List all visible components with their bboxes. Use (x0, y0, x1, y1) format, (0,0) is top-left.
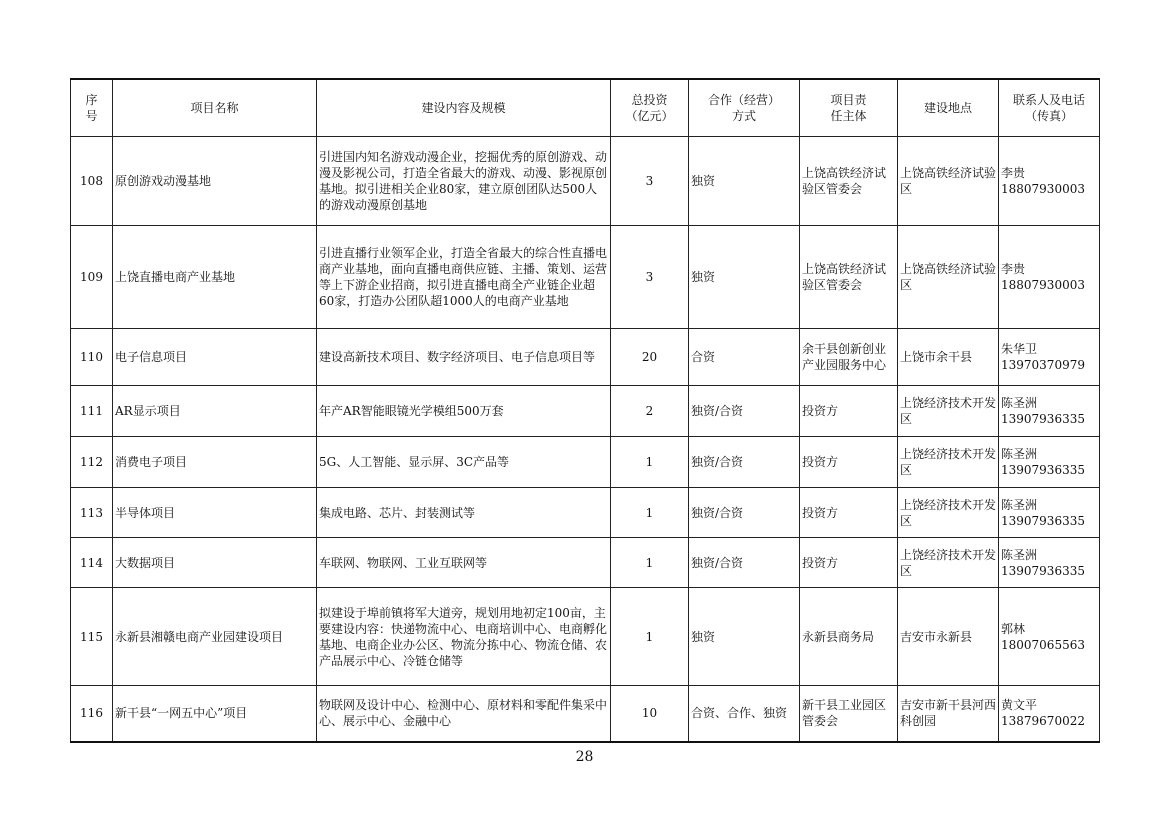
cell-invest: 1 (611, 488, 689, 538)
contact-phone: 13907936335 (1001, 513, 1085, 528)
cell-seq: 114 (71, 538, 113, 588)
cell-invest: 20 (611, 329, 689, 386)
contact-name: 黄文平 (1001, 698, 1038, 713)
cell-invest: 1 (611, 538, 689, 588)
cell-mode: 合资、合作、独资 (689, 686, 800, 742)
cell-location: 吉安市新干县河西科创园 (898, 686, 999, 742)
contact-phone: 18807930003 (1001, 182, 1085, 196)
header-mode: 合作（经营） 方式 (689, 79, 800, 137)
table-row (71, 137, 1100, 226)
cell-owner: 永新县商务局 (800, 588, 898, 686)
cell-owner: 上饶高铁经济试验区管委会 (800, 137, 898, 226)
cell-seq: 112 (71, 437, 113, 488)
cell-name: 电子信息项目 (113, 329, 317, 386)
cell-owner: 投资方 (800, 488, 898, 538)
contact-phone: 13970370979 (1001, 358, 1085, 372)
header-seq: 序 号 (71, 79, 113, 137)
header-invest: 总投资 （亿元） (611, 79, 689, 137)
cell-location: 吉安市永新县 (898, 588, 999, 686)
cell-seq: 108 (71, 137, 113, 226)
header-contact: 联系人及电话 （传真） (999, 79, 1100, 137)
cell-content: 集成电路、芯片、封装测试等 (317, 488, 611, 538)
cell-mode: 独资 (689, 137, 800, 226)
contact-name: 陈圣洲 (1001, 396, 1038, 410)
header-location: 建设地点 (898, 79, 999, 137)
table-row (71, 437, 1100, 488)
cell-seq: 115 (71, 588, 113, 686)
cell-owner: 投资方 (800, 437, 898, 488)
cell-name: AR显示项目 (113, 386, 317, 437)
page-number: 28 (575, 749, 594, 765)
cell-location: 上饶市余干县 (898, 329, 999, 386)
cell-content: 引进直播行业领军企业，打造全省最大的综合性直播电商产业基地，面向直播电商供应链、主播、策划、运营等上下游企业招商，拟引进直播电商全产业链企业超60家，打造办公团队超1000人的电商产业基地 (317, 226, 611, 329)
cell-name: 永新县湘赣电商产业园建设项目 (113, 588, 317, 686)
table-row (71, 538, 1100, 588)
cell-content: 物联网及设计中心、检测中心、原材料和零配件集采中心、展示中心、金融中心 (317, 686, 611, 742)
table-row (71, 488, 1100, 538)
header-owner: 项目责 任主体 (800, 79, 898, 137)
table-header-row (71, 79, 1100, 137)
cell-content: 年产AR智能眼镜光学模组500万套 (317, 386, 611, 437)
table-row (71, 226, 1100, 329)
cell-owner: 投资方 (800, 538, 898, 588)
cell-owner: 上饶高铁经济试验区管委会 (800, 226, 898, 329)
cell-contact (999, 437, 1100, 488)
cell-seq: 116 (71, 686, 113, 742)
cell-name: 原创游戏动漫基地 (113, 137, 317, 226)
cell-mode: 独资 (689, 226, 800, 329)
contact-name: 郭林 (1001, 621, 1026, 636)
cell-invest: 1 (611, 588, 689, 686)
cell-seq: 110 (71, 329, 113, 386)
cell-name: 消费电子项目 (113, 437, 317, 488)
contact-phone: 13907936335 (1001, 412, 1085, 426)
header-name: 项目名称 (113, 79, 317, 137)
cell-name: 新干县“一网五中心”项目 (113, 686, 317, 742)
cell-location: 上饶高铁经济试验区 (898, 137, 999, 226)
cell-invest: 10 (611, 686, 689, 742)
cell-seq: 113 (71, 488, 113, 538)
cell-invest: 2 (611, 386, 689, 437)
table-row (71, 386, 1100, 437)
table-row (71, 329, 1100, 386)
header-content: 建设内容及规模 (317, 79, 611, 137)
table-row (71, 686, 1100, 742)
contact-name: 朱华卫 (1001, 342, 1038, 356)
cell-name: 大数据项目 (113, 538, 317, 588)
cell-mode: 独资/合资 (689, 386, 800, 437)
contact-name: 陈圣洲 (1001, 547, 1038, 562)
cell-mode: 独资/合资 (689, 488, 800, 538)
table-row (71, 588, 1100, 686)
cell-owner: 余干县创新创业产业园服务中心 (800, 329, 898, 386)
cell-name: 上饶直播电商产业基地 (113, 226, 317, 329)
cell-location: 上饶经济技术开发区 (898, 437, 999, 488)
cell-content: 车联网、物联网、工业互联网等 (317, 538, 611, 588)
cell-location: 上饶经济技术开发区 (898, 386, 999, 437)
contact-phone: 18007065563 (1001, 637, 1085, 652)
cell-mode: 独资/合资 (689, 437, 800, 488)
cell-mode: 合资 (689, 329, 800, 386)
contact-name: 陈圣洲 (1001, 447, 1038, 461)
cell-mode: 独资/合资 (689, 538, 800, 588)
contact-name: 陈圣洲 (1001, 497, 1038, 512)
contact-phone: 13907936335 (1001, 463, 1085, 477)
cell-location: 上饶经济技术开发区 (898, 488, 999, 538)
cell-content: 5G、人工智能、显示屏、3C产品等 (317, 437, 611, 488)
contact-name: 李贵 (1001, 166, 1026, 180)
cell-name: 半导体项目 (113, 488, 317, 538)
cell-invest: 3 (611, 137, 689, 226)
cell-contact (999, 538, 1100, 588)
cell-owner: 新干县工业园区管委会 (800, 686, 898, 742)
cell-mode: 独资 (689, 588, 800, 686)
contact-phone: 13879670022 (1001, 714, 1085, 729)
cell-content: 拟建设于埠前镇将军大道旁，规划用地初定100亩，主要建设内容：快递物流中心、电商培训中心、电商孵化基地、电商企业办公区、物流分拣中心、物流仓储、农产品展示中心、冷链仓储等 (317, 588, 611, 686)
cell-invest: 3 (611, 226, 689, 329)
cell-owner: 投资方 (800, 386, 898, 437)
project-table (70, 78, 1100, 743)
cell-contact (999, 588, 1100, 686)
cell-seq: 109 (71, 226, 113, 329)
cell-location: 上饶高铁经济试验区 (898, 226, 999, 329)
cell-contact (999, 686, 1100, 742)
cell-content: 引进国内知名游戏动漫企业，挖掘优秀的原创游戏、动漫及影视公司，打造全省最大的游戏、动漫、影视原创基地。拟引进相关企业80家，建立原创团队达500人的游戏动漫原创基地 (317, 137, 611, 226)
cell-content: 建设高新技术项目、数字经济项目、电子信息项目等 (317, 329, 611, 386)
cell-seq: 111 (71, 386, 113, 437)
cell-contact (999, 386, 1100, 437)
cell-contact (999, 488, 1100, 538)
contact-phone: 18807930003 (1001, 278, 1085, 292)
cell-location: 上饶经济技术开发区 (898, 538, 999, 588)
cell-contact (999, 137, 1100, 226)
cell-contact (999, 226, 1100, 329)
cell-contact (999, 329, 1100, 386)
contact-name: 李贵 (1001, 262, 1026, 276)
contact-phone: 13907936335 (1001, 563, 1085, 578)
cell-invest: 1 (611, 437, 689, 488)
